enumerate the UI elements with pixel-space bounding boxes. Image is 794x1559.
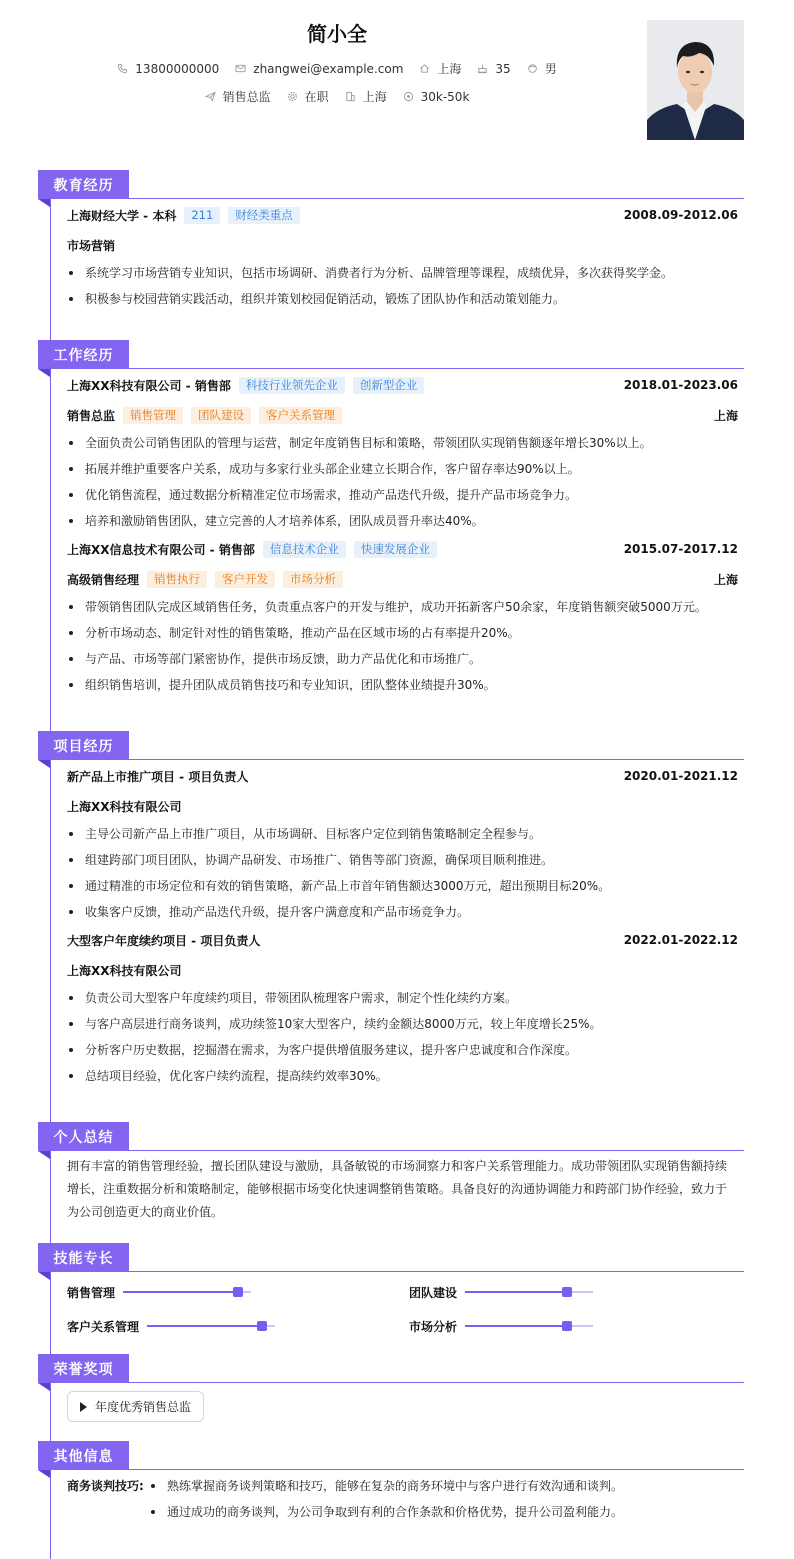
city-text: 上海 <box>437 62 462 76</box>
project-name: 新产品上市推广项目 - 项目负责人 <box>67 769 249 784</box>
skill-level-handle <box>233 1287 243 1297</box>
list-item: 带领销售团队完成区域销售任务，负责重点客户的开发与维护，成功开拓新客户50余家，年度销售额突破5000万元。 <box>67 594 738 620</box>
list-item: 系统学习市场营销专业知识，包括市场调研、消费者行为分析、品牌管理等课程，成绩优异，多次获得奖学金。 <box>67 260 738 286</box>
honors-section <box>38 1354 744 1422</box>
skill-name: 销售管理 <box>67 1285 116 1300</box>
position-info <box>205 88 271 105</box>
gender-info <box>527 60 557 77</box>
city-info <box>419 60 461 77</box>
project-org: 上海XX科技有限公司 <box>67 799 182 814</box>
list-item: 熟练掌握商务谈判策略和技巧，能够在复杂的商务环境中与客户进行有效沟通和谈判。 <box>149 1473 623 1499</box>
education-bullets <box>67 260 738 312</box>
education-section <box>38 170 744 312</box>
section-title: 技能专长 <box>38 1243 129 1272</box>
project-row <box>67 925 738 955</box>
list-item: 全面负责公司销售团队的管理与运营，制定年度销售目标和策略，带领团队实现销售额逐年增长30%以上。 <box>67 430 738 456</box>
building-icon <box>345 91 356 102</box>
skill-item <box>409 1279 739 1305</box>
section-header <box>38 1354 744 1384</box>
skill-level-handle <box>562 1321 572 1331</box>
job-location: 上海 <box>713 408 738 423</box>
section-divider <box>129 1382 744 1383</box>
school-name: 上海财经大学 - 本科 <box>67 208 177 223</box>
company-row <box>67 370 738 400</box>
list-item: 积极参与校园营销实践活动，组织并策划校园促销活动，锻炼了团队协作和活动策划能力。 <box>67 286 738 312</box>
section-title: 教育经历 <box>38 170 129 199</box>
coin-icon <box>403 91 414 102</box>
skill-name: 客户关系管理 <box>67 1319 140 1334</box>
skill-fill <box>123 1291 238 1293</box>
project-name: 大型客户年度续约项目 - 项目负责人 <box>67 933 261 948</box>
contact-row <box>0 60 674 77</box>
phone-icon <box>117 63 128 74</box>
list-item: 组织销售培训，提升团队成员销售技巧和专业知识，团队整体业绩提升30%。 <box>67 672 738 698</box>
job-location: 上海 <box>713 572 738 587</box>
company-tag: 信息技术企业 <box>263 541 346 558</box>
gender-text: 男 <box>544 62 557 76</box>
role-skill-tag: 销售管理 <box>123 407 183 424</box>
email-info <box>235 62 403 76</box>
project-bullets <box>67 985 738 1089</box>
skill-level-bar <box>465 1325 593 1327</box>
skill-item <box>409 1313 739 1339</box>
section-header <box>38 170 744 200</box>
list-item: 优化销售流程，通过数据分析精准定位市场需求，推动产品迭代升级，提升产品市场竞争力。 <box>67 482 738 508</box>
skill-fill <box>147 1325 262 1327</box>
role-skill-tag: 客户关系管理 <box>259 407 342 424</box>
summary-line: 拥有丰富的销售管理经验，擅长团队建设与激励，具备敏锐的市场洞察力和客户关系管理能力。成功带领团队实现销售额持续 <box>67 1159 728 1173</box>
company-row <box>67 534 738 564</box>
role-skill-tag: 销售执行 <box>147 571 207 588</box>
candidate-name: 简小全 <box>307 22 367 46</box>
project-org-row <box>67 955 738 985</box>
section-divider <box>129 1271 744 1272</box>
role-name: 销售总监 <box>67 408 116 423</box>
other-bullets <box>149 1473 623 1525</box>
list-item: 与产品、市场等部门紧密协作，提供市场反馈，助力产品优化和市场推广。 <box>67 646 738 672</box>
project-row <box>67 761 738 791</box>
section-divider <box>129 759 744 760</box>
job-bullets <box>67 430 738 534</box>
home-icon <box>419 63 430 74</box>
job-intent-row <box>0 88 674 105</box>
role-skill-tag: 客户开发 <box>215 571 275 588</box>
list-item: 总结项目经验，优化客户续约流程，提高续约效率30%。 <box>67 1063 738 1089</box>
skill-level-handle <box>562 1287 572 1297</box>
target-city-info <box>345 88 387 105</box>
section-header <box>38 1243 744 1273</box>
age-text: 35 <box>495 61 511 76</box>
list-item: 分析市场动态、制定针对性的销售策略，推动产品在区域市场的占有率提升20%。 <box>67 620 738 646</box>
gender-icon <box>527 63 538 74</box>
status-info <box>287 88 329 105</box>
project-date: 2022.01-2022.12 <box>623 933 738 947</box>
skill-level-bar <box>147 1325 275 1327</box>
skill-fill <box>465 1325 567 1327</box>
list-item: 主导公司新产品上市推广项目，从市场调研、目标客户定位到销售策略制定全程参与。 <box>67 821 738 847</box>
list-item: 培养和激励销售团队，建立完善的人才培养体系，团队成员晋升率达40%。 <box>67 508 738 534</box>
mail-icon <box>235 63 246 74</box>
section-divider <box>129 1469 744 1470</box>
phone-info <box>117 62 219 76</box>
skills-grid <box>67 1273 738 1339</box>
section-divider <box>129 198 744 199</box>
email-text: zhangwei@example.com <box>253 61 404 76</box>
award-label: 年度优秀销售总监 <box>95 1400 192 1414</box>
skill-fill <box>465 1291 567 1293</box>
age-info <box>477 62 510 76</box>
role-row <box>67 564 738 594</box>
section-title: 荣誉奖项 <box>38 1354 129 1383</box>
position-text: 销售总监 <box>222 90 271 104</box>
job-date: 2018.01-2023.06 <box>623 378 738 392</box>
skill-level-handle <box>257 1321 267 1331</box>
role-skill-tag: 市场分析 <box>283 571 343 588</box>
salary-text: 30k-50k <box>420 89 470 104</box>
project-date: 2020.01-2021.12 <box>623 769 738 783</box>
school-tag: 211 <box>184 207 220 224</box>
section-title: 其他信息 <box>38 1441 129 1470</box>
resume-header <box>0 0 794 160</box>
skill-name: 市场分析 <box>409 1319 458 1334</box>
gear-icon <box>287 91 298 102</box>
skill-level-bar <box>465 1291 593 1293</box>
section-header <box>38 731 744 761</box>
summary-text <box>67 1152 738 1224</box>
award-toggle[interactable] <box>67 1391 204 1422</box>
skills-body <box>38 1273 744 1339</box>
project-org-row <box>67 791 738 821</box>
section-divider <box>129 1150 744 1151</box>
cake-icon <box>477 63 488 74</box>
project-org: 上海XX科技有限公司 <box>67 963 182 978</box>
section-divider <box>129 368 744 369</box>
list-item: 组建跨部门项目团队，协调产品研发、市场推广、销售等部门资源，确保项目顺利推进。 <box>67 847 738 873</box>
list-item: 通过成功的商务谈判，为公司争取到有利的合作条款和价格优势，提升公司盈利能力。 <box>149 1499 623 1525</box>
company-name: 上海XX信息技术有限公司 - 销售部 <box>67 542 255 557</box>
section-header <box>38 1122 744 1152</box>
role-row <box>67 400 738 430</box>
other-section <box>38 1441 744 1525</box>
section-title: 个人总结 <box>38 1122 129 1151</box>
status-text: 在职 <box>304 90 329 104</box>
work-body <box>38 370 744 698</box>
skills-section <box>38 1243 744 1339</box>
send-icon <box>205 91 216 102</box>
company-tag: 创新型企业 <box>353 377 425 394</box>
salary-info <box>403 90 470 104</box>
triangle-right-icon <box>80 1402 87 1412</box>
major-row <box>67 230 738 260</box>
section-title: 项目经历 <box>38 731 129 760</box>
project-bullets <box>67 821 738 925</box>
skill-item <box>67 1313 409 1339</box>
phone-text: 13800000000 <box>135 61 220 76</box>
job-date: 2015.07-2017.12 <box>623 542 738 556</box>
list-item: 收集客户反馈，推动产品迭代升级，提升客户满意度和产品市场竞争力。 <box>67 899 738 925</box>
education-date: 2008.09-2012.06 <box>623 208 738 222</box>
projects-section <box>38 731 744 1089</box>
list-item: 通过精准的市场定位和有效的销售策略，新产品上市首年销售额达3000万元，超出预期目标20%。 <box>67 873 738 899</box>
section-header <box>38 1441 744 1471</box>
school-tag: 财经类重点 <box>228 207 300 224</box>
company-name: 上海XX科技有限公司 - 销售部 <box>67 378 231 393</box>
summary-line: 为公司创造更大的商业价值。 <box>67 1205 224 1219</box>
job-bullets <box>67 594 738 698</box>
list-item: 分析客户历史数据，挖掘潜在需求，为客户提供增值服务建议，提升客户忠诚度和合作深度。 <box>67 1037 738 1063</box>
role-skill-tag: 团队建设 <box>191 407 251 424</box>
role-name: 高级销售经理 <box>67 572 140 587</box>
major-name: 市场营销 <box>67 238 116 253</box>
skill-item <box>67 1279 409 1305</box>
work-section <box>38 340 744 698</box>
company-tag: 科技行业领先企业 <box>239 377 345 394</box>
section-title: 工作经历 <box>38 340 129 369</box>
list-item: 负责公司大型客户年度续约项目，带领团队梳理客户需求，制定个性化续约方案。 <box>67 985 738 1011</box>
summary-section <box>38 1122 744 1224</box>
summary-line: 增长，注重数据分析和策略制定，能够根据市场变化快速调整销售策略。具备良好的沟通协调能力和跨部门协作经验，致力于 <box>67 1182 728 1196</box>
projects-body <box>38 761 744 1089</box>
section-header <box>38 340 744 370</box>
target-city-text: 上海 <box>362 90 387 104</box>
list-item: 与客户高层进行商务谈判，成功续签10家大型客户，续约金额达8000万元，较上年度增长25%。 <box>67 1011 738 1037</box>
summary-body <box>38 1152 744 1224</box>
education-body <box>38 200 744 312</box>
skill-level-bar <box>123 1291 251 1293</box>
other-body <box>38 1471 744 1525</box>
profile-photo <box>647 20 744 140</box>
skill-name: 团队建设 <box>409 1285 458 1300</box>
other-item <box>67 1471 738 1525</box>
company-tag: 快速发展企业 <box>354 541 437 558</box>
other-label: 商务谈判技巧: <box>67 1479 144 1493</box>
honors-body <box>38 1384 744 1422</box>
list-item: 拓展并维护重要客户关系，成功与多家行业头部企业建立长期合作，客户留存率达90%以上。 <box>67 456 738 482</box>
school-row <box>67 200 738 230</box>
